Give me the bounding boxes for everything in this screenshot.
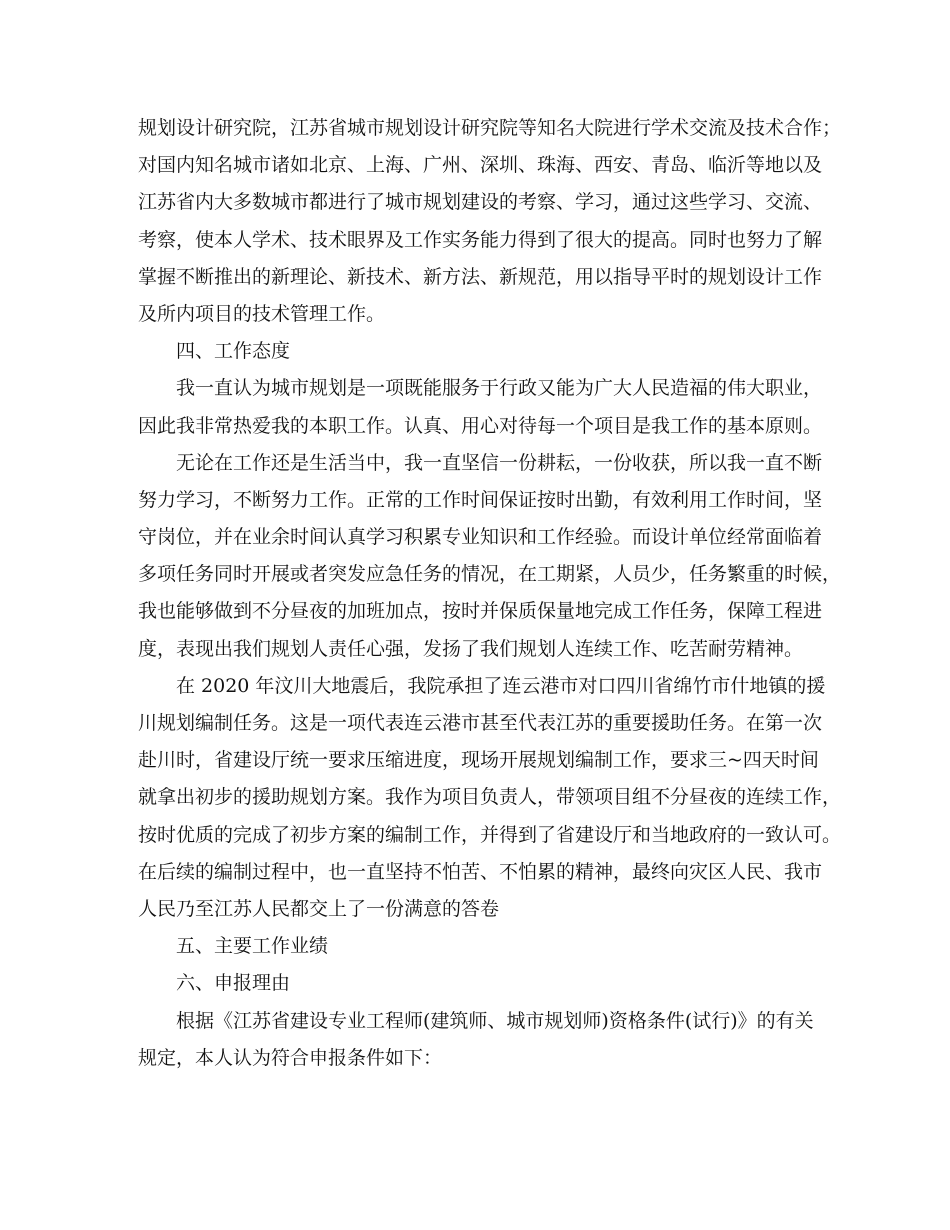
text-line: 及所内项目的技术管理工作。 — [138, 302, 386, 325]
text-line: 考察，使本人学术、技术眼界及工作实务能力得到了很大的提高。同时也努力了解 — [138, 228, 823, 251]
text-line: 对国内知名城市诸如北京、上海、广州、深圳、珠海、西安、青岛、临沂等地以及 — [138, 154, 823, 177]
paragraph-first-line: 在 2020 年汶川大地震后，我院承担了连云港市对口四川省绵竹市什地镇的援 — [176, 674, 826, 697]
text-line: 赴川时，省建设厅统一要求压缩进度，现场开展规划编制工作，要求三~四天时间 — [138, 749, 819, 772]
text-line: 守岗位，并在业余时间认真学习积累专业知识和工作经验。而设计单位经常面临着 — [138, 526, 823, 549]
text-line: 规划设计研究院，江苏省城市规划设计研究院等知名大院进行学术交流及技术合作； — [138, 117, 842, 139]
text-line: 度，表现出我们规划人责任心强，发扬了我们规划人连续工作、吃苦耐劳精神。 — [138, 637, 804, 660]
text-line: 川规划编制任务。这是一项代表连云港市甚至代表江苏的重要援助任务。在第一次 — [138, 712, 823, 734]
text-line: 规定，本人认为符合申报条件如下： — [138, 1046, 443, 1069]
section-heading-main-achievements: 五、主要工作业绩 — [176, 935, 329, 958]
text-line: 我也能够做到不分昼夜的加班加点，按时并保质保量地完成工作任务，保障工程进 — [138, 600, 823, 623]
text-line: 多项任务同时开展或者突发应急任务的情况，在工期紧，人员少，任务繁重的时候， — [138, 563, 842, 586]
text-line: 努力学习，不断努力工作。正常的工作时间保证按时出勤，有效利用工作时间，坚 — [138, 488, 823, 511]
text-line: 按时优质的完成了初步方案的编制工作，并得到了省建设厅和当地政府的一致认可。 — [138, 823, 842, 846]
text-line: 在后续的编制过程中，也一直坚持不怕苦、不怕累的精神，最终向灾区人民、我市 — [138, 860, 823, 883]
text-line: 人民乃至江苏人民都交上了一份满意的答卷 — [138, 897, 500, 920]
text-line: 因此我非常热爱我的本职工作。认真、用心对待每一个项目是我工作的基本原则。 — [138, 414, 823, 437]
section-heading-work-attitude: 四、工作态度 — [176, 340, 291, 363]
document-page — [138, 110, 842, 1077]
text-line: 江苏省内大多数城市都进行了城市规划建设的考察、学习，通过这些学习、交流、 — [138, 191, 823, 214]
paragraph-first-line: 根据《江苏省建设专业工程师(建筑师、城市规划师)资格条件(试行)》的有关 — [176, 1009, 814, 1032]
paragraph-first-line: 我一直认为城市规划是一项既能服务于行政又能为广大人民造福的伟大职业， — [176, 377, 823, 400]
text-line: 掌握不断推出的新理论、新技术、新方法、新规范，用以指导平时的规划设计工作 — [138, 265, 823, 288]
section-heading-application-reasons: 六、申报理由 — [176, 972, 291, 995]
text-line: 就拿出初步的援助规划方案。我作为项目负责人，带领项目组不分昼夜的连续工作， — [138, 786, 842, 809]
paragraph-first-line: 无论在工作还是生活当中，我一直坚信一份耕耘，一份收获，所以我一直不断 — [176, 451, 823, 474]
